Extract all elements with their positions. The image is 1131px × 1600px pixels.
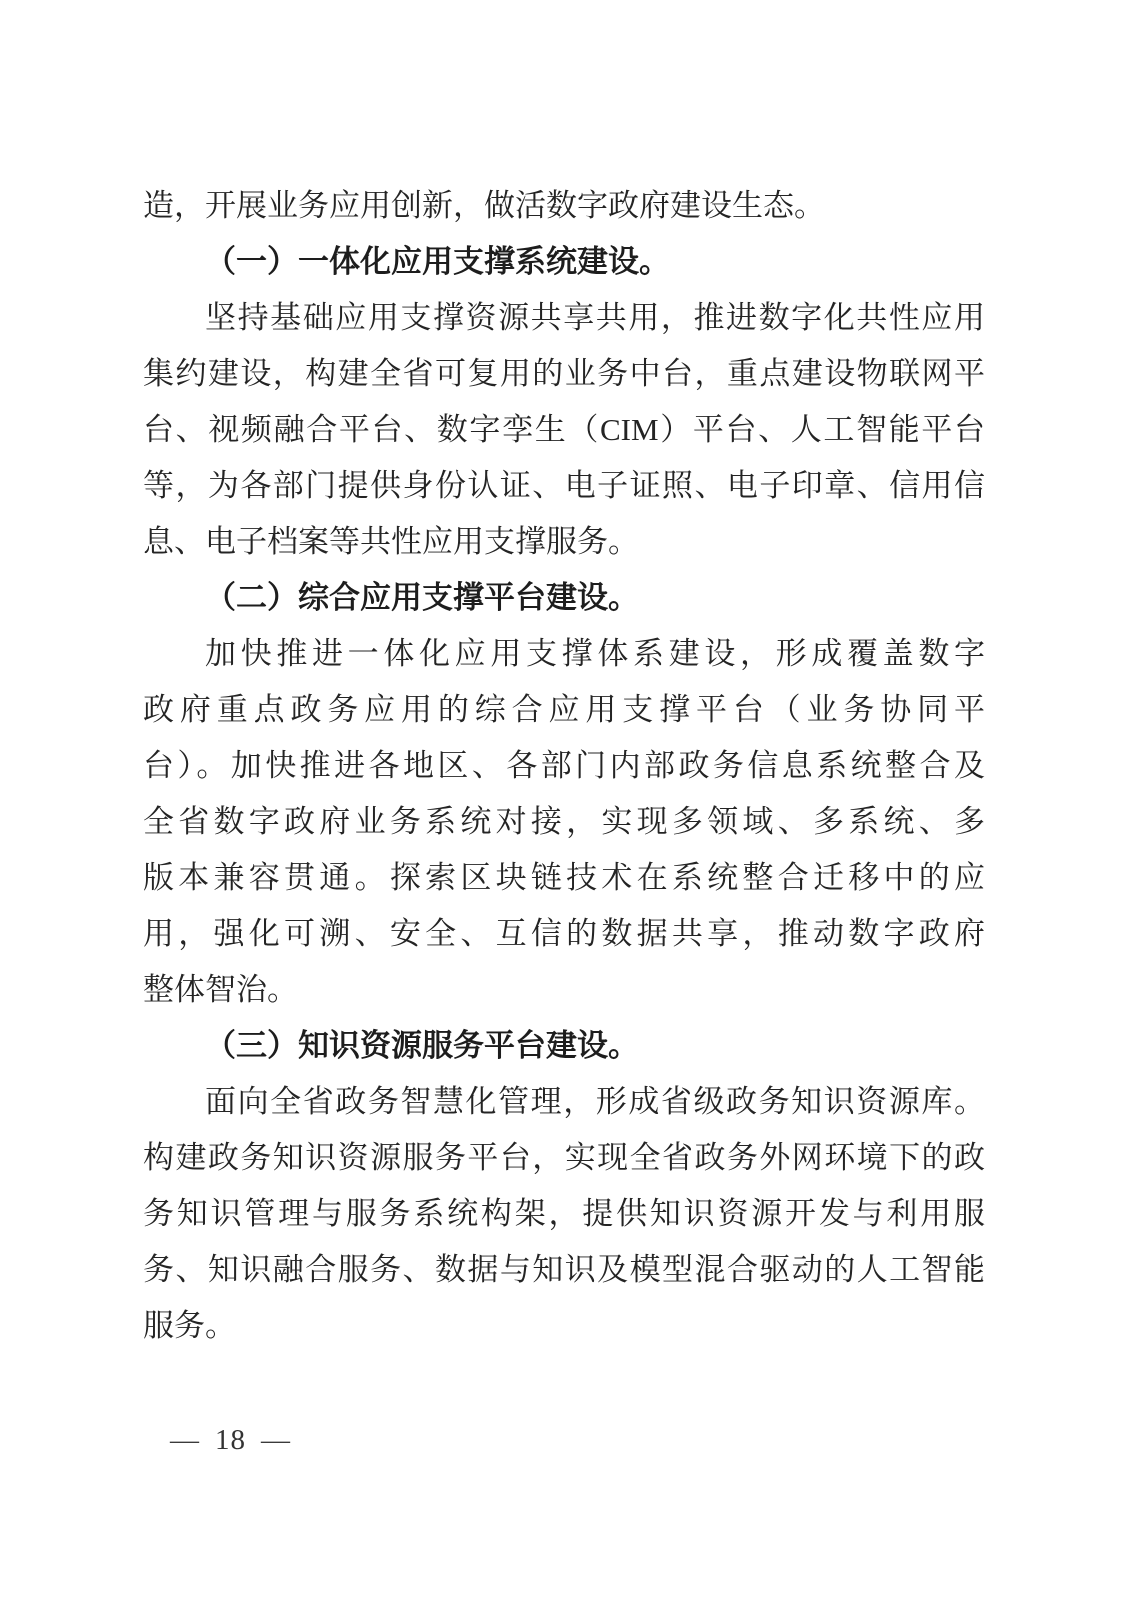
- text-line: 台、视频融合平台、数字孪生（CIM）平台、人工智能平台: [143, 412, 985, 447]
- text-line: 息、电子档案等共性应用支撑服务。: [143, 524, 639, 559]
- footer-dash-right: —: [261, 1424, 291, 1456]
- text-line: 构建政务知识资源服务平台，实现全省政务外网环境下的政: [143, 1140, 985, 1175]
- text-line: 服务。: [143, 1308, 236, 1343]
- paragraph-continuation-line: 造，开展业务应用创新，做活数字政府建设生态。: [143, 188, 825, 223]
- text-line: 台）。加快推进各地区、各部门内部政务信息系统整合及: [143, 748, 985, 783]
- section-heading-1: （一）一体化应用支撑系统建设。: [205, 244, 670, 279]
- text-line: 政府重点政务应用的综合应用支撑平台（业务协同平: [143, 692, 985, 727]
- text-line: 坚持基础应用支撑资源共享共用，推进数字化共性应用: [205, 300, 985, 335]
- text-line: 整体智治。: [143, 972, 298, 1007]
- footer-dash-left: —: [170, 1424, 200, 1456]
- text-line: 集约建设，构建全省可复用的业务中台，重点建设物联网平: [143, 356, 985, 391]
- text-line: 加快推进一体化应用支撑体系建设，形成覆盖数字: [205, 636, 985, 671]
- text-line: 全省数字政府业务系统对接，实现多领域、多系统、多: [143, 804, 985, 839]
- text-line: 面向全省政务智慧化管理，形成省级政务知识资源库。: [205, 1084, 985, 1119]
- text-line: 务、知识融合服务、数据与知识及模型混合驱动的人工智能: [143, 1252, 985, 1287]
- text-line: 用，强化可溯、安全、互信的数据共享，推动数字政府: [143, 916, 985, 951]
- page-number-footer: [170, 1424, 291, 1457]
- footer-page-number: 18: [215, 1424, 246, 1456]
- text-line: 等，为各部门提供身份认证、电子证照、电子印章、信用信: [143, 468, 985, 503]
- section-heading-2: （二）综合应用支撑平台建设。: [205, 580, 639, 615]
- section-heading-3: （三）知识资源服务平台建设。: [205, 1028, 639, 1063]
- document-body: [143, 178, 985, 1354]
- text-line: 务知识管理与服务系统构架，提供知识资源开发与利用服: [143, 1196, 985, 1231]
- text-line: 版本兼容贯通。探索区块链技术在系统整合迁移中的应: [143, 860, 985, 895]
